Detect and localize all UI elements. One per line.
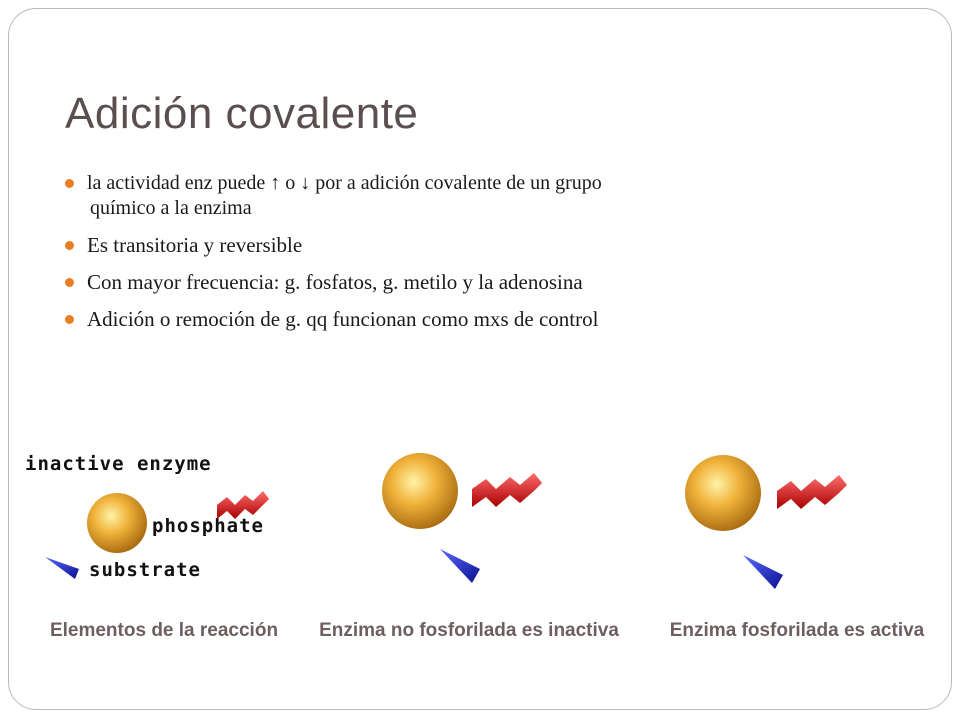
bullet-text: la actividad enz puede ↑ o ↓ por a adición covalente de un grupo	[87, 172, 602, 194]
phosphate-shape	[217, 491, 269, 519]
substrate-cone	[743, 555, 783, 589]
phosphorylated-figure	[669, 439, 859, 599]
bullet-list	[65, 171, 885, 344]
caption-phosphorylated: Enzima fosforilada es activa	[669, 620, 925, 641]
bullet-text-continued: químico a la enzima	[90, 197, 252, 219]
bullet-text: Adición o remoción de g. qq funcionan como mxs de control	[87, 307, 599, 331]
bullet-item	[65, 233, 885, 258]
enzyme-sphere	[382, 453, 458, 529]
slide	[8, 8, 952, 710]
bullet-text: Con mayor frecuencia: g. fosfatos, g. metilo y la adenosina	[87, 270, 583, 294]
slide-title: Adición covalente	[65, 89, 419, 138]
bullet-item	[65, 307, 885, 332]
enzyme-sphere	[87, 493, 147, 553]
caption-not-phosphorylated: Enzima no fosforilada es inactiva	[319, 620, 619, 641]
phosphate-shape	[777, 475, 847, 509]
bullet-text: Es transitoria y reversible	[87, 233, 303, 257]
substrate-cone	[45, 557, 79, 579]
enzyme-sphere	[685, 455, 761, 531]
non-phosphorylated-figure	[364, 439, 554, 599]
bullet-item	[65, 270, 885, 295]
substrate-label: substrate	[89, 559, 201, 581]
inactive-enzyme-label: inactive enzyme	[25, 453, 212, 475]
elements-svg	[19, 449, 299, 589]
caption-elements: Elementos de la reacción	[49, 620, 279, 641]
phosphate-shape	[472, 473, 542, 507]
elements-figure	[19, 449, 299, 589]
substrate-cone	[440, 549, 480, 583]
bullet-item	[65, 171, 885, 221]
phosphate-label: phosphate	[152, 515, 264, 537]
